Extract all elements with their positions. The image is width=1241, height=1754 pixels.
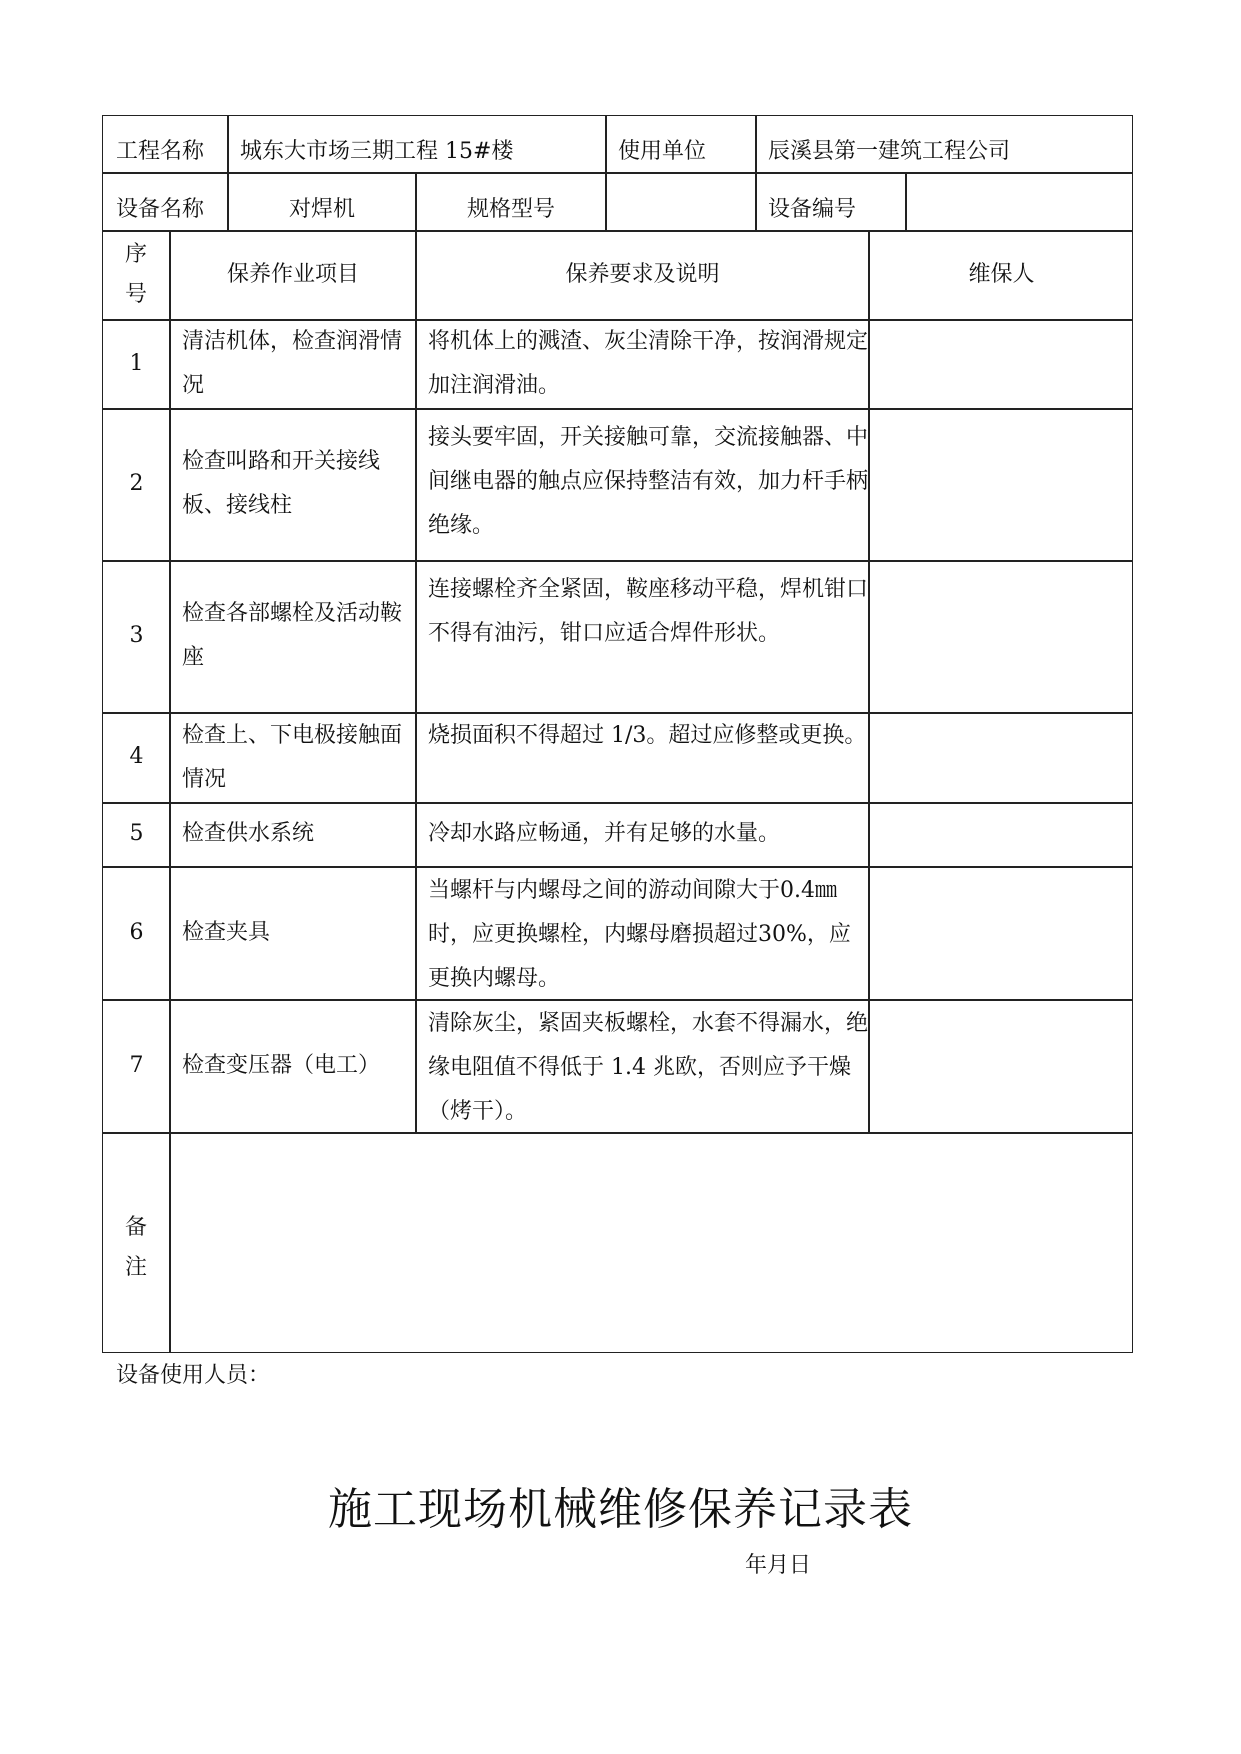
row-number: 5 — [129, 821, 144, 846]
row-requirement: 冷却水路应畅通，并有足够的水量。 — [428, 821, 781, 846]
column-header-item: 保养作业项目 — [226, 262, 359, 287]
table-rule — [905, 172, 907, 231]
equipment-no-label: 设备编号 — [768, 197, 857, 222]
table-rule — [102, 408, 1133, 410]
table-rule — [755, 115, 757, 173]
project-name-value: 城东大市场三期工程 15#楼 — [240, 139, 514, 164]
row-item: 检查上、下电极接触面情况 — [182, 723, 403, 792]
row-requirement: 当螺杆与内螺母之间的游动间隙大于0.4㎜时，应更换螺栓，内螺母磨损超过30%，应更换内螺母。 — [428, 878, 851, 991]
row-number: 3 — [129, 623, 144, 648]
table-rule — [102, 560, 1133, 562]
row-item: 检查叫路和开关接线板、接线柱 — [182, 449, 381, 518]
row-requirement: 烧损面积不得超过 1/3。超过应修整或更换。 — [428, 723, 867, 748]
row-item: 检查变压器（电工） — [182, 1053, 381, 1078]
row-requirement: 将机体上的溅渣、灰尘清除干净，按润滑规定加注润滑油。 — [428, 329, 869, 398]
user-unit-value: 辰溪县第一建筑工程公司 — [768, 139, 1011, 164]
equipment-name-label: 设备名称 — [116, 197, 205, 222]
row-requirement: 连接螺栓齐全紧固，鞍座移动平稳，焊机钳口不得有油污，钳口应适合焊件形状。 — [428, 577, 869, 646]
table-rule — [755, 172, 757, 231]
row-item: 检查夹具 — [182, 920, 271, 945]
column-header-maintainer: 维保人 — [968, 262, 1035, 287]
column-header-seq: 序号 — [124, 242, 147, 307]
row-item: 清洁机体，检查润滑情况 — [182, 329, 403, 398]
table-rule — [415, 230, 417, 1133]
table-rule — [605, 115, 607, 173]
row-item: 检查各部螺栓及活动鞍座 — [182, 601, 403, 670]
row-requirement: 接头要牢固，开关接触可靠，交流接触器、中间继电器的触点应保持整洁有效，加力杆手柄绝缘。 — [428, 425, 869, 538]
row-item: 检查供水系统 — [182, 821, 315, 846]
equipment-name-value: 对焊机 — [288, 197, 355, 222]
column-header-requirement: 保养要求及说明 — [565, 262, 720, 287]
table-rule — [868, 230, 870, 1133]
date-label: 年月日 — [745, 1553, 812, 1578]
operator-label: 设备使用人员： — [116, 1363, 271, 1388]
table-rule — [605, 172, 607, 231]
row-number: 7 — [129, 1053, 144, 1078]
table-rule — [227, 115, 229, 173]
table-rule — [102, 866, 1133, 868]
user-unit-label: 使用单位 — [618, 139, 707, 164]
row-number: 4 — [129, 744, 144, 769]
model-label: 规格型号 — [466, 197, 555, 222]
project-name-label: 工程名称 — [116, 139, 205, 164]
row-requirement: 清除灰尘，紧固夹板螺栓，水套不得漏水，绝缘电阻值不得低于 1.4 兆欧，否则应予干燥（烤干）。 — [428, 1011, 869, 1124]
row-number: 1 — [129, 351, 144, 376]
remarks-label: 备注 — [124, 1215, 147, 1280]
table-rule — [102, 802, 1133, 804]
row-number: 2 — [129, 471, 144, 496]
table-rule — [169, 230, 171, 1353]
row-number: 6 — [129, 920, 144, 945]
page-title: 施工现场机械维修保养记录表 — [328, 1484, 913, 1535]
